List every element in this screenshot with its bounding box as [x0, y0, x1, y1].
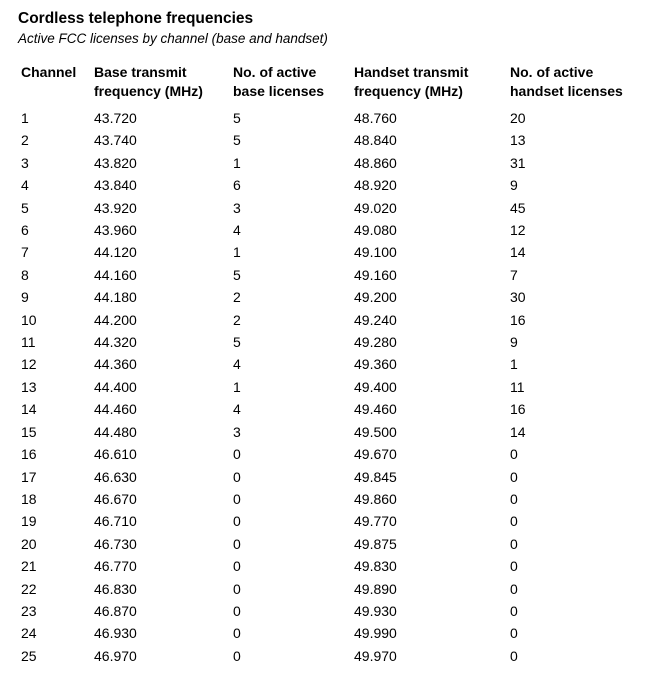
handset-frequency-cell: 49.830 — [354, 558, 397, 575]
header-row — [21, 63, 636, 107]
handset-frequency-cell: 49.200 — [354, 289, 397, 306]
channel-cell: 9 — [21, 289, 29, 306]
base-licenses-cell: 3 — [233, 423, 241, 440]
channel-cell: 13 — [21, 378, 37, 395]
table-body — [21, 107, 636, 667]
base-frequency-cell: 44.180 — [94, 289, 137, 306]
base-frequency-cell: 43.820 — [94, 154, 137, 171]
table-row — [21, 174, 636, 196]
handset-licenses-cell: 16 — [510, 401, 526, 418]
handset-frequency-cell: 48.840 — [354, 132, 397, 149]
base-frequency-cell: 46.930 — [94, 625, 137, 642]
base-frequency-cell: 44.200 — [94, 311, 137, 328]
base-frequency-cell: 44.320 — [94, 334, 137, 351]
base-frequency-cell: 44.400 — [94, 378, 137, 395]
base-frequency-cell: 43.720 — [94, 110, 137, 126]
handset-frequency-cell: 49.890 — [354, 580, 397, 597]
handset-licenses-cell: 12 — [510, 222, 526, 239]
base-licenses-cell: 5 — [233, 266, 241, 283]
table-row — [21, 510, 636, 532]
handset-licenses-cell: 31 — [510, 154, 526, 171]
page-title: Cordless telephone frequencies — [18, 10, 254, 27]
base-frequency-cell: 44.360 — [94, 356, 137, 373]
base-frequency-cell: 46.710 — [94, 513, 137, 530]
handset-frequency-cell: 49.845 — [354, 468, 397, 485]
base-licenses-cell: 0 — [233, 580, 241, 597]
handset-licenses-cell: 0 — [510, 490, 518, 507]
handset-frequency-cell: 49.875 — [354, 535, 397, 552]
channel-cell: 19 — [21, 513, 37, 530]
handset-licenses-cell: 0 — [510, 513, 518, 530]
document-page — [18, 9, 638, 667]
handset-licenses-cell: 7 — [510, 266, 518, 283]
header-base-licenses — [233, 63, 354, 107]
table-row — [21, 219, 636, 241]
header-line: handset licenses — [510, 83, 623, 99]
base-licenses-cell: 0 — [233, 602, 241, 619]
channel-cell: 7 — [21, 244, 29, 261]
channel-cell: 5 — [21, 199, 29, 216]
base-frequency-cell: 46.670 — [94, 490, 137, 507]
handset-frequency-cell: 49.930 — [354, 602, 397, 619]
channel-cell: 16 — [21, 446, 37, 463]
header-line: Channel — [21, 64, 77, 80]
base-frequency-cell: 46.970 — [94, 647, 137, 664]
base-frequency-cell: 44.160 — [94, 266, 137, 283]
channel-cell: 22 — [21, 580, 37, 597]
channel-cell: 8 — [21, 266, 29, 283]
channel-cell: 17 — [21, 468, 37, 485]
base-licenses-cell: 1 — [233, 154, 241, 171]
handset-licenses-cell: 9 — [510, 334, 518, 351]
handset-frequency-cell: 49.240 — [354, 311, 397, 328]
channel-cell: 25 — [21, 647, 37, 664]
handset-licenses-cell: 0 — [510, 602, 518, 619]
table-row — [21, 331, 636, 353]
base-licenses-cell: 0 — [233, 558, 241, 575]
base-licenses-cell: 5 — [233, 334, 241, 351]
base-frequency-cell: 43.840 — [94, 177, 137, 194]
base-frequency-cell: 44.480 — [94, 423, 137, 440]
table-row — [21, 107, 636, 129]
channel-cell: 3 — [21, 154, 29, 171]
channel-cell: 24 — [21, 625, 37, 642]
handset-licenses-cell: 0 — [510, 446, 518, 463]
table-row — [21, 622, 636, 644]
base-frequency-cell: 46.610 — [94, 446, 137, 463]
handset-licenses-cell: 20 — [510, 110, 526, 126]
header-line: frequency (MHz) — [354, 83, 463, 99]
base-frequency-cell: 43.960 — [94, 222, 137, 239]
base-frequency-cell: 46.770 — [94, 558, 137, 575]
handset-licenses-cell: 0 — [510, 625, 518, 642]
base-licenses-cell: 0 — [233, 535, 241, 552]
handset-licenses-cell: 14 — [510, 423, 526, 440]
channel-cell: 23 — [21, 602, 37, 619]
table-row — [21, 376, 636, 398]
handset-licenses-cell: 14 — [510, 244, 526, 261]
table-row — [21, 197, 636, 219]
channel-cell: 10 — [21, 311, 37, 328]
handset-licenses-cell: 0 — [510, 535, 518, 552]
table-row — [21, 129, 636, 151]
header-line: frequency (MHz) — [94, 83, 203, 99]
base-licenses-cell: 4 — [233, 222, 241, 239]
base-licenses-cell: 2 — [233, 311, 241, 328]
handset-frequency-cell: 49.020 — [354, 199, 397, 216]
base-frequency-cell: 44.120 — [94, 244, 137, 261]
handset-frequency-cell: 49.280 — [354, 334, 397, 351]
base-licenses-cell: 0 — [233, 468, 241, 485]
handset-frequency-cell: 49.080 — [354, 222, 397, 239]
table-row — [21, 286, 636, 308]
handset-frequency-cell: 49.460 — [354, 401, 397, 418]
table-row — [21, 533, 636, 555]
handset-licenses-cell: 16 — [510, 311, 526, 328]
frequency-table — [21, 63, 636, 667]
base-licenses-cell: 0 — [233, 513, 241, 530]
handset-frequency-cell: 49.860 — [354, 490, 397, 507]
channel-cell: 1 — [21, 110, 29, 126]
handset-licenses-cell: 11 — [510, 378, 525, 395]
base-frequency-cell: 46.730 — [94, 535, 137, 552]
channel-cell: 18 — [21, 490, 37, 507]
header-line: Base transmit — [94, 64, 187, 80]
channel-cell: 15 — [21, 423, 37, 440]
handset-frequency-cell: 49.770 — [354, 513, 397, 530]
channel-cell: 21 — [21, 558, 37, 575]
handset-licenses-cell: 9 — [510, 177, 518, 194]
handset-frequency-cell: 48.920 — [354, 177, 397, 194]
table-row — [21, 578, 636, 600]
channel-cell: 11 — [21, 334, 36, 351]
handset-frequency-cell: 49.670 — [354, 446, 397, 463]
header-line: base licenses — [233, 83, 325, 99]
channel-cell: 12 — [21, 356, 37, 373]
table-row — [21, 466, 636, 488]
base-licenses-cell: 2 — [233, 289, 241, 306]
header-base-frequency — [94, 63, 233, 107]
handset-licenses-cell: 0 — [510, 580, 518, 597]
base-frequency-cell: 46.630 — [94, 468, 137, 485]
handset-licenses-cell: 1 — [510, 356, 518, 373]
channel-cell: 2 — [21, 132, 29, 149]
base-licenses-cell: 5 — [233, 110, 241, 126]
base-licenses-cell: 0 — [233, 647, 241, 664]
channel-cell: 14 — [21, 401, 37, 418]
handset-frequency-cell: 49.500 — [354, 423, 397, 440]
handset-frequency-cell: 49.400 — [354, 378, 397, 395]
table-row — [21, 264, 636, 286]
table-row — [21, 600, 636, 622]
base-licenses-cell: 0 — [233, 490, 241, 507]
base-frequency-cell: 46.870 — [94, 602, 137, 619]
base-licenses-cell: 4 — [233, 401, 241, 418]
handset-licenses-cell: 30 — [510, 289, 526, 306]
handset-licenses-cell: 45 — [510, 199, 526, 216]
base-licenses-cell: 3 — [233, 199, 241, 216]
header-line: No. of active — [510, 64, 594, 80]
base-licenses-cell: 6 — [233, 177, 241, 194]
base-frequency-cell: 43.740 — [94, 132, 137, 149]
base-licenses-cell: 0 — [233, 625, 241, 642]
table-header — [21, 63, 636, 107]
page-subtitle: Active FCC licenses by channel (base and handset) — [18, 31, 328, 46]
table-row — [21, 488, 636, 510]
table-row — [21, 241, 636, 263]
table-row — [21, 421, 636, 443]
base-frequency-cell: 46.830 — [94, 580, 137, 597]
channel-cell: 20 — [21, 535, 37, 552]
handset-frequency-cell: 49.360 — [354, 356, 397, 373]
handset-frequency-cell: 48.760 — [354, 110, 397, 126]
table-row — [21, 645, 636, 667]
table-row — [21, 152, 636, 174]
table-row — [21, 443, 636, 465]
header-handset-licenses — [510, 63, 636, 107]
base-licenses-cell: 0 — [233, 446, 241, 463]
table-row — [21, 353, 636, 375]
base-licenses-cell: 1 — [233, 378, 241, 395]
handset-licenses-cell: 13 — [510, 132, 526, 149]
header-line: Handset transmit — [354, 64, 469, 80]
handset-licenses-cell: 0 — [510, 468, 518, 485]
base-licenses-cell: 5 — [233, 132, 241, 149]
handset-frequency-cell: 49.100 — [354, 244, 397, 261]
handset-frequency-cell: 49.970 — [354, 647, 397, 664]
base-licenses-cell: 1 — [233, 244, 241, 261]
handset-licenses-cell: 0 — [510, 558, 518, 575]
channel-cell: 4 — [21, 177, 29, 194]
channel-cell: 6 — [21, 222, 29, 239]
handset-frequency-cell: 49.990 — [354, 625, 397, 642]
handset-frequency-cell: 48.860 — [354, 154, 397, 171]
table-row — [21, 555, 636, 577]
base-frequency-cell: 43.920 — [94, 199, 137, 216]
table-row — [21, 398, 636, 420]
header-channel — [21, 63, 94, 107]
base-frequency-cell: 44.460 — [94, 401, 137, 418]
table-row — [21, 309, 636, 331]
handset-licenses-cell: 0 — [510, 647, 518, 664]
header-line: No. of active — [233, 64, 317, 80]
handset-frequency-cell: 49.160 — [354, 266, 397, 283]
base-licenses-cell: 4 — [233, 356, 241, 373]
header-handset-frequency — [354, 63, 510, 107]
